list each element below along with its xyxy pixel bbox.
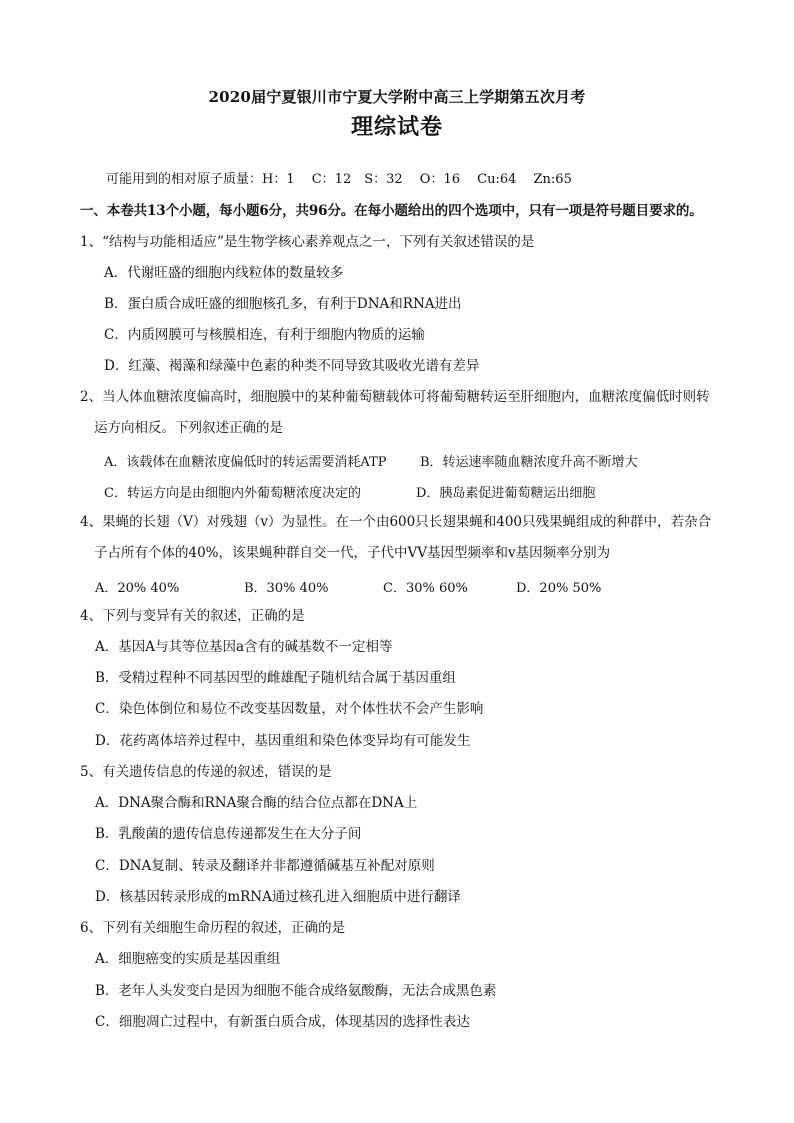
question-4-option-d: D．花药离体培养过程中，基因重组和染色体变异均有可能发生 [95, 733, 471, 749]
question-2-stem-continued: 运方向相反。下列叙述正确的是 [94, 420, 283, 436]
question-2-option-c: C．转运方向是由细胞内外葡萄糖浓度决定的 [104, 486, 361, 501]
question-1-option-c: C．内质网膜可与核膜相连，有利于细胞内物质的运输 [104, 327, 425, 343]
question-6-stem: 6、下列有关细胞生命历程的叙述，正确的是 [80, 920, 346, 936]
question-4-stem: 4、下列与变异有关的叙述，正确的是 [80, 608, 305, 624]
exam-subtitle: 理综试卷 [350, 114, 443, 140]
question-6-option-c: C．细胞凋亡过程中，有新蛋白质合成，体现基因的选择性表达 [95, 1014, 470, 1030]
question-4-option-c: C．染色体倒位和易位不改变基因数量，对个体性状不会产生影响 [95, 701, 484, 717]
question-5-option-c: C．DNA复制、转录及翻译并非都遵循碱基互补配对原则 [95, 858, 435, 874]
question-5-stem: 5、有关遗传信息的传递的叙述，错误的是 [80, 764, 332, 780]
question-4-option-a: A．基因A与其等位基因a含有的碱基数不一定相等 [95, 639, 393, 655]
question-3-stem-continued: 子占所有个体的40%，该果蝇种群自交一代，子代中VV基因型频率和v基因频率分别为 [94, 545, 611, 561]
question-6-option-a: A．细胞癌变的实质是基因重组 [95, 951, 281, 967]
exam-title: 2020届宁夏银川市宁夏大学附中高三上学期第五次月考 [208, 88, 586, 106]
question-3-stem: 4、果蝇的长翅（V）对残翅（v）为显性。在一个由600只长翅果蝇和400只残果蝇组成的种群中，若杂合 [80, 514, 711, 530]
question-5-option-a: A．DNA聚合酶和RNA聚合酶的结合位点都在DNA上 [95, 795, 418, 811]
question-4-option-b: B．受精过程种不同基因型的雌雄配子随机结合属于基因重组 [95, 670, 456, 686]
atomic-masses-note: 可能用到的相对原子质量：H：1 C：12 S：32 O：16 Cu:64 Zn:65 [106, 172, 572, 187]
question-1-stem: 1、“结构与功能相适应”是生物学核心素养观点之一，下列有关叙述错误的是 [80, 234, 535, 250]
question-3-option-a: A．20% 40% [95, 581, 180, 596]
question-2-stem: 2、当人体血糖浓度偏高时，细胞膜中的某种葡萄糖载体可将葡萄糖转运至肝细胞内，血糖浓度偏低时则转 [80, 389, 710, 405]
question-5-option-b: B．乳酸菌的遗传信息传递都发生在大分子间 [95, 826, 362, 842]
question-2-option-a: A．该载体在血糖浓度偏低时的转运需要消耗ATP [104, 455, 387, 470]
question-1-option-b: B．蛋白质合成旺盛的细胞核孔多，有利于DNA和RNA进出 [104, 296, 462, 312]
question-5-option-d: D．核基因转录形成的mRNA通过核孔进入细胞质中进行翻译 [95, 889, 461, 905]
question-1-option-d: D．红藻、褐藻和绿藻中色素的种类不同导致其吸收光谱有差异 [104, 358, 480, 374]
question-3-option-b: B．30% 40% [244, 581, 329, 596]
section-heading: 一、本卷共13个小题，每小题6分，共96分。在每小题给出的四个选项中，只有一项是符号题目要求的。 [80, 203, 703, 219]
question-2-option-d: D．胰岛素促进葡萄糖运出细胞 [416, 486, 596, 501]
question-6-option-b: B．老年人头发变白是因为细胞不能合成络氨酸酶，无法合成黑色素 [95, 983, 497, 999]
question-1-option-a: A．代谢旺盛的细胞内线粒体的数量较多 [104, 265, 344, 281]
question-3-option-c: C．30% 60% [383, 581, 468, 596]
question-3-option-d: D．20% 50% [516, 581, 602, 596]
question-2-option-b: B．转运速率随血糖浓度升高不断增大 [420, 455, 638, 470]
